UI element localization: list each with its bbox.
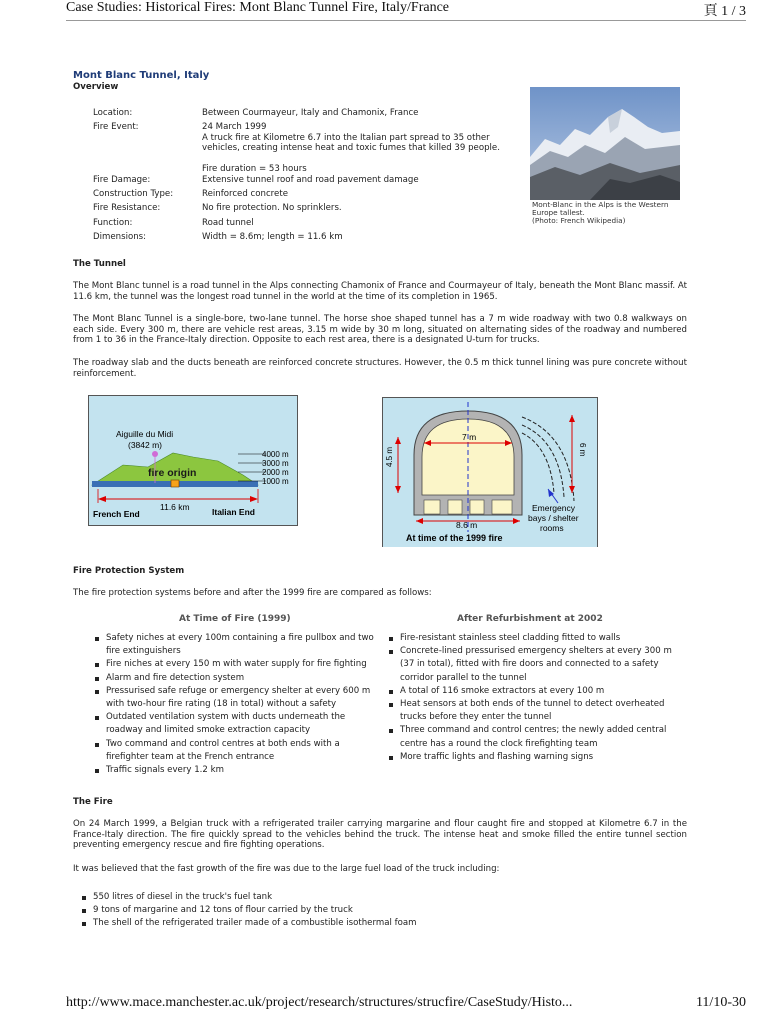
peak-height-label: (3842 m) xyxy=(128,440,163,450)
before-list xyxy=(93,632,378,777)
bays-line: Emergency xyxy=(532,503,575,513)
page-header xyxy=(66,0,746,21)
list-item: Fire-resistant stainless steel cladding fitted to walls xyxy=(387,632,677,645)
tunnel-paragraph-3: The roadway slab and the ducts beneath are reinforced concrete structures. However, the 0.5 m thick tunnel lining was pure concrete without reinforcement. xyxy=(73,358,687,379)
fps-heading: Fire Protection System xyxy=(73,566,185,576)
list-item: Safety niches at every 100m containing a fire pullbox and two fire extinguishers xyxy=(93,632,378,658)
info-value: 24 March 1999 A truck fire at Kilometre 6.7 into the Italian part spread to 35 other vehicles, creating intense heat and toxic fumes that killed 39 people. Fire duration = 53 hours xyxy=(202,122,500,174)
tunnel-cross-section-figure xyxy=(382,397,598,547)
info-key: Fire Event: xyxy=(93,122,139,132)
fps-intro: The fire protection systems before and after the 1999 fire are compared as follows: xyxy=(73,588,432,598)
list-item: Fire niches at every 150 m with water supply for fire fighting xyxy=(93,658,378,671)
after-column-heading: After Refurbishment at 2002 xyxy=(457,614,603,624)
footer-date: 11/10-30 xyxy=(695,995,746,1010)
overview-heading: Overview xyxy=(73,82,119,92)
fire-origin-label: fire origin xyxy=(148,467,197,479)
tunnel-paragraph-1: The Mont Blanc tunnel is a road tunnel in the Alps connecting Chamonix of France and Courmayeur of Italy, beneath the Mont Blanc massif. At 11.6 km, the tunnel was the longest road tunnel in the world at the time of its completion in 1965. xyxy=(73,281,687,302)
before-column-heading: At Time of Fire (1999) xyxy=(179,614,291,624)
altitude-label: 1000 m xyxy=(262,477,289,486)
height-label-4-5: 4.5 m xyxy=(385,446,394,467)
altitude-label: 3000 m xyxy=(262,459,289,468)
info-key: Function: xyxy=(93,218,133,228)
info-value: Road tunnel xyxy=(202,218,254,228)
distance-label: 11.6 km xyxy=(160,502,190,512)
french-end-label: French End xyxy=(93,509,140,519)
info-key: Fire Resistance: xyxy=(93,203,161,213)
list-item: Outdated ventilation system with ducts underneath the roadway and limited smoke extraction capacity xyxy=(93,711,378,737)
header-title: Case Studies: Historical Fires: Mont Blanc Tunnel Fire, Italy/France xyxy=(66,0,450,15)
list-item: Alarm and fire detection system xyxy=(93,672,378,685)
fire-heading: The Fire xyxy=(73,797,113,807)
altitude-label: 2000 m xyxy=(262,468,289,477)
list-item: Pressurised safe refuge or emergency shelter at every 600 m with two-hour fire rating (18 in total) without a safety xyxy=(93,685,378,711)
list-item: Heat sensors at both ends of the tunnel to detect overheated trucks before they enter the tunnel xyxy=(387,698,677,724)
list-item: Traffic signals every 1.2 km xyxy=(93,764,378,777)
info-key: Dimensions: xyxy=(93,232,147,242)
list-item: 9 tons of margarine and 12 tons of flour carried by the truck xyxy=(80,904,580,917)
info-key: Location: xyxy=(93,108,133,118)
list-item: More traffic lights and flashing warning signs xyxy=(387,751,677,764)
bays-line: rooms xyxy=(540,523,564,533)
info-value: Between Courmayeur, Italy and Chamonix, France xyxy=(202,108,419,118)
tunnel-heading: The Tunnel xyxy=(73,259,126,269)
list-item: 550 litres of diesel in the truck's fuel tank xyxy=(80,891,580,904)
document-title: Mont Blanc Tunnel, Italy xyxy=(73,70,210,81)
italian-end-label: Italian End xyxy=(212,507,255,517)
figure-caption: At time of the 1999 fire xyxy=(406,533,503,543)
page-footer xyxy=(66,995,746,1011)
footer-url[interactable]: http://www.mace.manchester.ac.uk/project/research/structures/strucfire/CaseStudy/Histo... xyxy=(66,995,573,1010)
width-label-7: 7 m xyxy=(462,432,477,442)
list-item: Two command and control centres at both ends with a firefighter team at the French entrance xyxy=(93,738,378,764)
fire-paragraph-2: It was believed that the fast growth of the fire was due to the large fuel load of the truck including: xyxy=(73,864,500,874)
fuel-load-list xyxy=(80,891,580,931)
tunnel-profile-figure xyxy=(88,395,298,526)
list-item: A total of 116 smoke extractors at every 100 m xyxy=(387,685,677,698)
height-label-6: 6 m xyxy=(578,443,587,457)
info-value: Width = 8.6m; length = 11.6 km xyxy=(202,232,343,242)
info-key: Construction Type: xyxy=(93,189,174,199)
info-key: Fire Damage: xyxy=(93,175,151,185)
list-item: Three command and control centres; the newly added central centre has a round the clock firefighting team xyxy=(387,724,677,750)
photo-caption: Mont-Blanc in the Alps is the Western Europe tallest. (Photo: French Wikipedia) xyxy=(532,200,669,225)
list-item: Concrete-lined pressurised emergency shelters at every 300 m (37 in total), fitted with fire doors and connected to a safety corridor parallel to the tunnel xyxy=(387,645,677,685)
after-list xyxy=(387,632,677,764)
bays-line: bays / shelter xyxy=(528,513,579,523)
width-label-8-6: 8.6 m xyxy=(456,520,478,530)
info-value: Extensive tunnel roof and road pavement damage xyxy=(202,175,419,185)
page-number: 頁 1 / 3 xyxy=(703,4,746,19)
fire-paragraph-1: On 24 March 1999, a Belgian truck with a refrigerated trailer carrying margarine and flour caught fire and stopped at Kilometre 6.7 in the France-Italy direction. The fire quickly spread to the vehicles behind the truck. The intense heat and smoke filled the entire tunnel section preventing emergency rescue and fire fighting operations. xyxy=(73,819,687,851)
info-value: No fire protection. No sprinklers. xyxy=(202,203,342,213)
info-value: Reinforced concrete xyxy=(202,189,288,199)
altitude-label: 4000 m xyxy=(262,450,289,459)
list-item: The shell of the refrigerated trailer made of a combustible isothermal foam xyxy=(80,917,580,930)
peak-label: Aiguille du Midi xyxy=(116,429,174,439)
mont-blanc-photo xyxy=(530,87,680,200)
tunnel-paragraph-2: The Mont Blanc Tunnel is a single-bore, two-lane tunnel. The horse shoe shaped tunnel has a 7 m wide roadway with two 0.8 walkways on each side. Every 300 m, there are vehicle rest areas, 3.15 m wide by 30 m long, situated on alternating sides of the roadway and numbered from 1 to 36 in the France-Italy direction. Opposite to each rest area, there is a designated U-turn for trucks. xyxy=(73,314,687,346)
